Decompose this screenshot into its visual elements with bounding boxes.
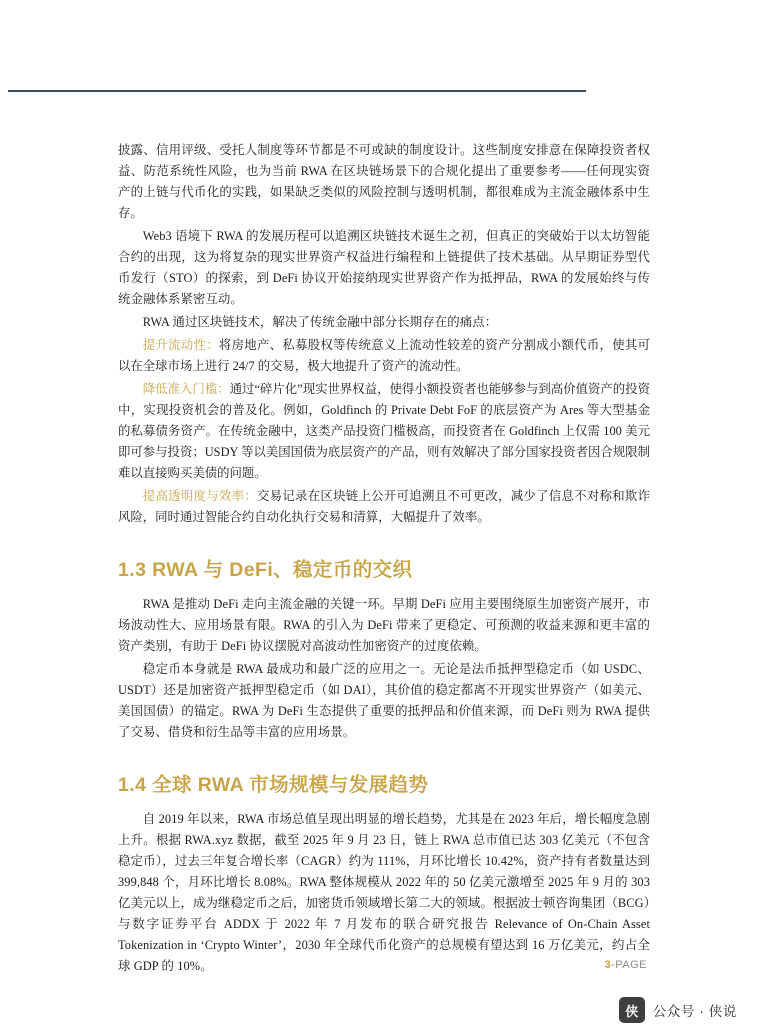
- page-number: [604, 959, 647, 971]
- page-number-label: PAGE: [615, 959, 647, 971]
- list-item-label: 降低准入门槛：: [142, 382, 230, 396]
- section-heading-1-4: 1.4 全球 RWA 市场规模与发展趋势: [118, 774, 429, 796]
- paragraph: Web3 语境下 RWA 的发展历程可以追溯区块链技术诞生之初，但真正的突破始于以太坊智能合约的出现，这为将复杂的现实世界资产权益进行编程和上链提供了技术基础。从早期证券型代币发行（STO）的探索，到 DeFi 协议开始接纳现实世界资产作为抵押品，RWA 的发展始终与传统金融体系紧密互动。: [118, 229, 650, 306]
- header-divider: [8, 90, 586, 92]
- paragraph: 稳定币本身就是 RWA 最成功和最广泛的应用之一。无论是法币抵押型稳定币（如 USDC、USDT）还是加密资产抵押型稳定币（如 DAI），其价值的稳定都离不开现实世界资产（如美元、美国国债）的锚定。RWA 为 DeFi 生态提供了重要的抵押品和价值来源，而 DeFi 则为 RWA 提供了交易、借贷和衍生品等丰富的应用场景。: [118, 662, 650, 739]
- paragraph: 披露、信用评级、受托人制度等环节都是不可或缺的制度设计。这些制度安排意在保障投资者权益、防范系统性风险，也为当前 RWA 在区块链场景下的合规化提出了重要参考——任何现实资产的上链与代币化的实践，如果缺乏类似的风险控制与透明机制，都很难成为主流金融体系中生存。: [118, 143, 650, 220]
- brand-name: 公众号 · 侠说: [652, 1004, 737, 1019]
- footer-brand: [619, 997, 737, 1023]
- list-item: [118, 379, 650, 484]
- list-item-label: 提高透明度与效率：: [142, 489, 257, 503]
- list-item-text: 将房地产、私募股权等传统意义上流动性较差的资产分割成小额代币，使其可以在全球市场上进行 24/7 的交易，极大地提升了资产的流动性。: [118, 338, 650, 373]
- list-item-text: 交易记录在区块链上公开可追溯且不可更改，减少了信息不对称和欺诈风险，同时通过智能合约自动化执行交易和清算，大幅提升了效率。: [118, 489, 650, 524]
- page-content: [118, 140, 650, 979]
- list-item-text: 通过“碎片化”现实世界权益，使得小额投资者也能够参与到高价值资产的投资中，实现投资机会的普及化。例如，Goldfinch 的 Private Debt FoF 的底层资产为 Ares 等大型基金的私募债务资产。在传统金融中，这类产品投资门槛极高，而投资者在 Goldfinch 上仅需 100 美元即可参与投资；USDY 等以美国国债为底层资产的产品，则有效解决了部分国家投资者因合规限制难以直接购买美债的问题。: [118, 382, 651, 480]
- page-number-separator: -: [611, 959, 616, 971]
- section-heading-1-3: 1.3 RWA 与 DeFi、稳定币的交织: [118, 559, 413, 581]
- list-item: [118, 335, 650, 377]
- paragraph: 自 2019 年以来，RWA 市场总值呈现出明显的增长趋势，尤其是在 2023 年后，增长幅度急剧上升。根据 RWA.xyz 数据，截至 2025 年 9 月 23 日，链上 RWA 总市值已达 303 亿美元（不包含稳定币），过去三年复合增长率（CAGR）约为 111%，月环比增长 10.42%，资产持有者数量达到 399,848 个，月环比增长 8.08%。RWA 整体规模从 2022 年的 50 亿美元激增至 2025 年 9 月的 303 亿美元以上，成为继稳定币之后，加密货币领域增长第二大的领域。根据波士顿咨询集团（BCG）与数字证券平台 ADDX 于 2022 年 7 月发布的联合研究报告 Relevance of On-Chain Asset Tokenization in ‘Crypto Winter’，2030 年全球代币化资产的总规模有望达到 16 万亿美元，约占全球 GDP 的 10%。: [118, 812, 650, 973]
- paragraph: RWA 是推动 DeFi 走向主流金融的关键一环。早期 DeFi 应用主要围绕原生加密资产展开，市场波动性大、应用场景有限。RWA 的引入为 DeFi 带来了更稳定、可预测的收益来源和更丰富的资产类别，有助于 DeFi 协议摆脱对高波动性加密资产的过度依赖。: [118, 597, 650, 653]
- paragraph: RWA 通过区块链技术，解决了传统金融中部分长期存在的痛点：: [142, 315, 498, 329]
- brand-logo-icon: 侠: [619, 997, 645, 1023]
- page-number-value: 3: [604, 959, 612, 971]
- list-item: [118, 486, 650, 528]
- list-item-label: 提升流动性：: [142, 338, 219, 352]
